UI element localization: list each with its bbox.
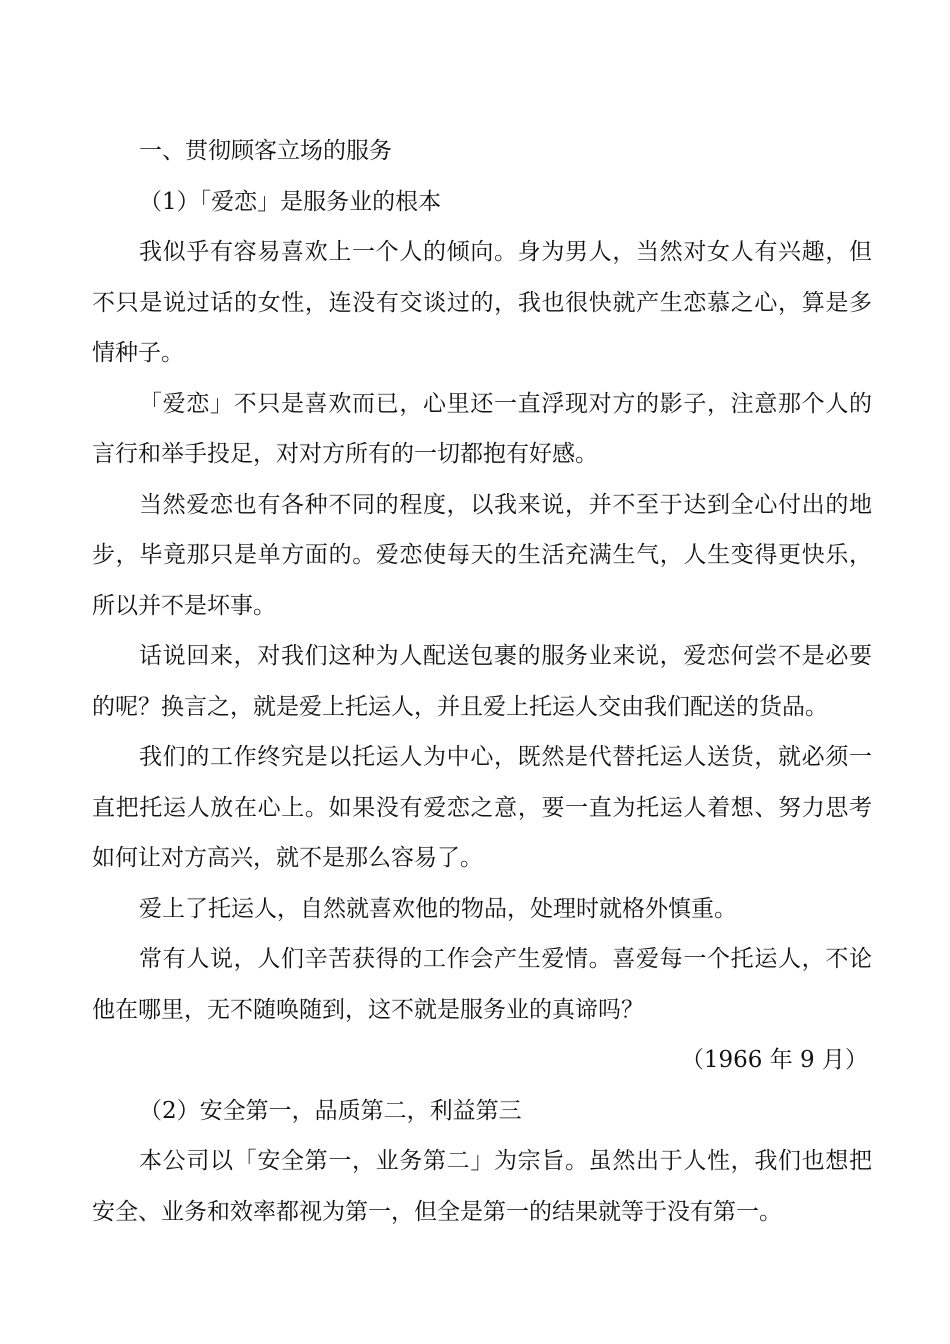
paragraph: 本公司以「安全第一，业务第二」为宗旨。虽然出于人性，我们也想把安全、业务和效率都视为第一，但全是第一的结果就等于没有第一。 (92, 1148, 872, 1225)
section-title: 一、贯彻顾客立场的服务 (139, 138, 392, 164)
date-note: （1966 年 9 月） (680, 1047, 868, 1073)
document-body (92, 126, 872, 1237)
subsection-title-1: （1）「爱恋」是服务业的根本 (139, 188, 442, 215)
paragraph: 我似乎有容易喜欢上一个人的倾向。身为男人，当然对女人有兴趣，但不只是说过话的女性，连没有交谈过的，我也很快就产生恋慕之心，算是多情种子。 (92, 239, 872, 366)
paragraph: 常有人说，人们辛苦获得的工作会产生爱情。喜爱每一个托运人，不论他在哪里，无不随唤随到，这不就是服务业的真谛吗？ (92, 946, 872, 1023)
paragraph: 爱上了托运人，自然就喜欢他的物品，处理时就格外慎重。 (139, 895, 737, 922)
paragraph: 「爱恋」不只是喜欢而已，心里还一直浮现对方的影子，注意那个人的言行和举手投足，对对方所有的一切都抱有好感。 (92, 390, 872, 467)
paragraph: 当然爱恋也有各种不同的程度，以我来说，并不至于达到全心付出的地步，毕竟那只是单方面的。爱恋使每天的生活充满生气，人生变得更快乐，所以并不是坏事。 (92, 491, 872, 619)
paragraph: 我们的工作终究是以托运人为中心，既然是代替托运人送货，就必须一直把托运人放在心上。如果没有爱恋之意，要一直为托运人着想、努力思考如何让对方高兴，就不是那么容易了。 (92, 744, 872, 871)
paragraph: 话说回来，对我们这种为人配送包裹的服务业来说，爱恋何尝不是必要的呢？换言之，就是爱上托运人，并且爱上托运人交由我们配送的货品。 (92, 643, 872, 720)
subsection-title-2: （2）安全第一，品质第二，利益第三 (139, 1097, 522, 1124)
